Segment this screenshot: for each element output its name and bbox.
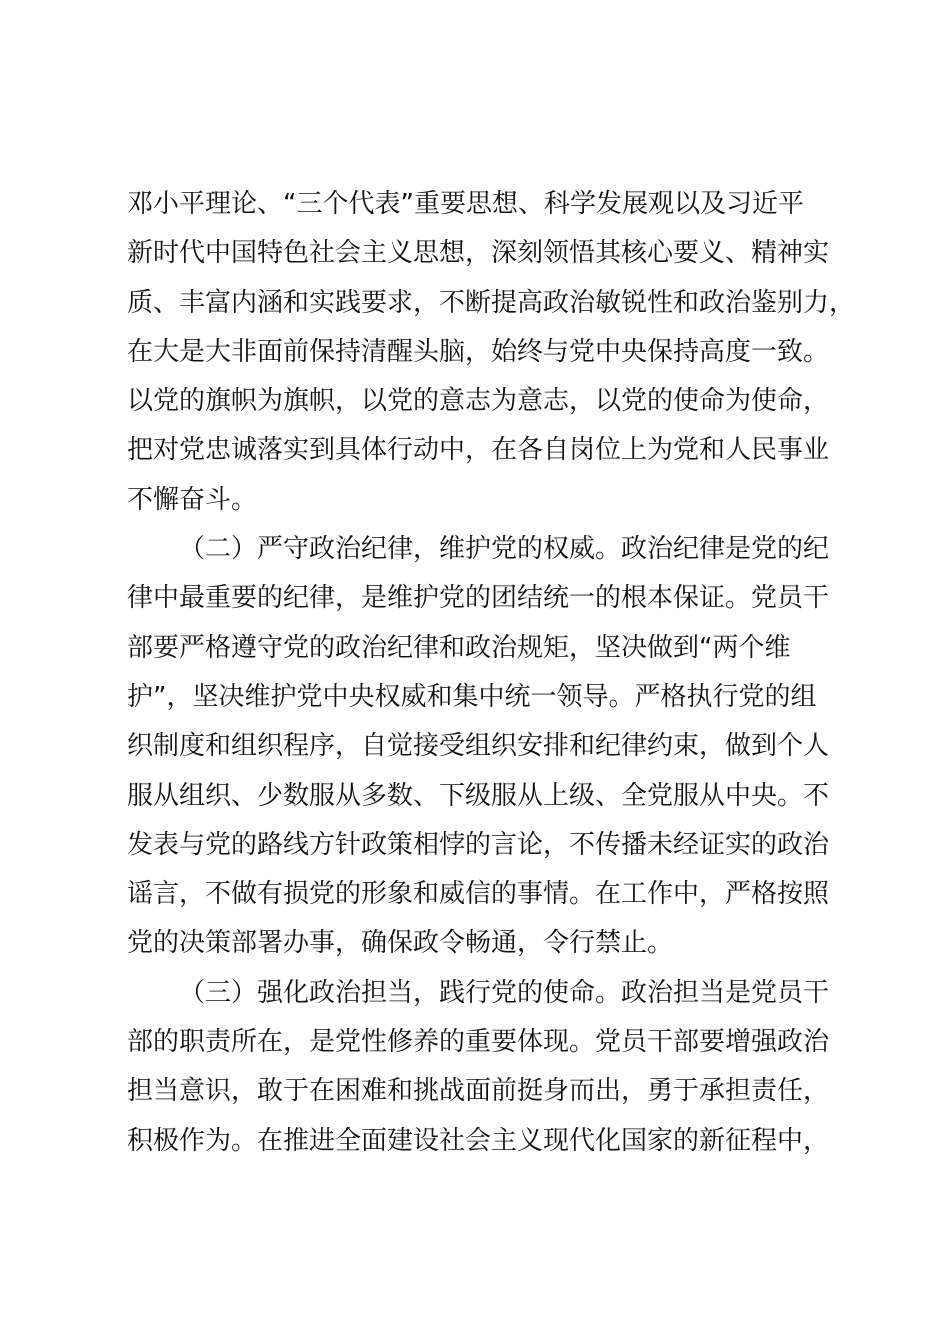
text-line: 在大是大非面前保持清醒头脑，始终与党中央保持高度一致。 xyxy=(127,336,830,367)
text-line: 新时代中国特色社会主义思想，深刻领悟其核心要义、精神实 xyxy=(127,238,830,269)
text-line: 以党的旗帜为旗帜，以党的意志为意志，以党的使命为使命， xyxy=(127,386,830,417)
text-line: 邓小平理论、“三个代表”重要思想、科学发展观以及习近平 xyxy=(127,189,804,219)
text-line: 服从组织、少数服从多数、下级服从上级、全党服从中央。不 xyxy=(127,780,830,811)
text-line: 党的决策部署办事，确保政令畅通，令行禁止。 xyxy=(127,928,674,959)
text-line: 织制度和组织程序，自觉接受组织安排和纪律约束，做到个人 xyxy=(127,731,830,762)
text-line: 护”，坚决维护党中央权威和集中统一领导。严格执行党的组 xyxy=(127,681,817,712)
text-line: 部的职责所在，是党性修养的重要体现。党员干部要增强政治 xyxy=(127,1027,830,1058)
section-heading-line: （三）强化政治担当，践行党的使命。政治担当是党员干 xyxy=(179,977,830,1008)
section-heading-line: （二）严守政治纪律，维护党的权威。政治纪律是党的纪 xyxy=(179,534,830,565)
body-text xyxy=(127,180,856,1166)
text-line: 部要严格遵守党的政治纪律和政治规矩，坚决做到“两个维 xyxy=(127,632,791,663)
text-line: 把对党忠诚落实到具体行动中，在各自岗位上为党和人民事业 xyxy=(127,435,830,466)
text-line: 积极作为。在推进全面建设社会主义现代化国家的新征程中， xyxy=(127,1125,830,1156)
text-line: 质、丰富内涵和实践要求，不断提高政治敏锐性和政治鉴别力， xyxy=(127,287,856,318)
text-line: 发表与党的路线方针政策相悖的言论，不传播未经证实的政治 xyxy=(127,829,830,860)
text-line: 谣言，不做有损党的形象和威信的事情。在工作中，严格按照 xyxy=(127,879,830,910)
text-line: 不懈奋斗。 xyxy=(127,484,258,515)
text-line: 律中最重要的纪律，是维护党的团结统一的根本保证。党员干 xyxy=(127,583,830,614)
text-line: 担当意识，敢于在困难和挑战面前挺身而出，勇于承担责任， xyxy=(127,1076,830,1107)
